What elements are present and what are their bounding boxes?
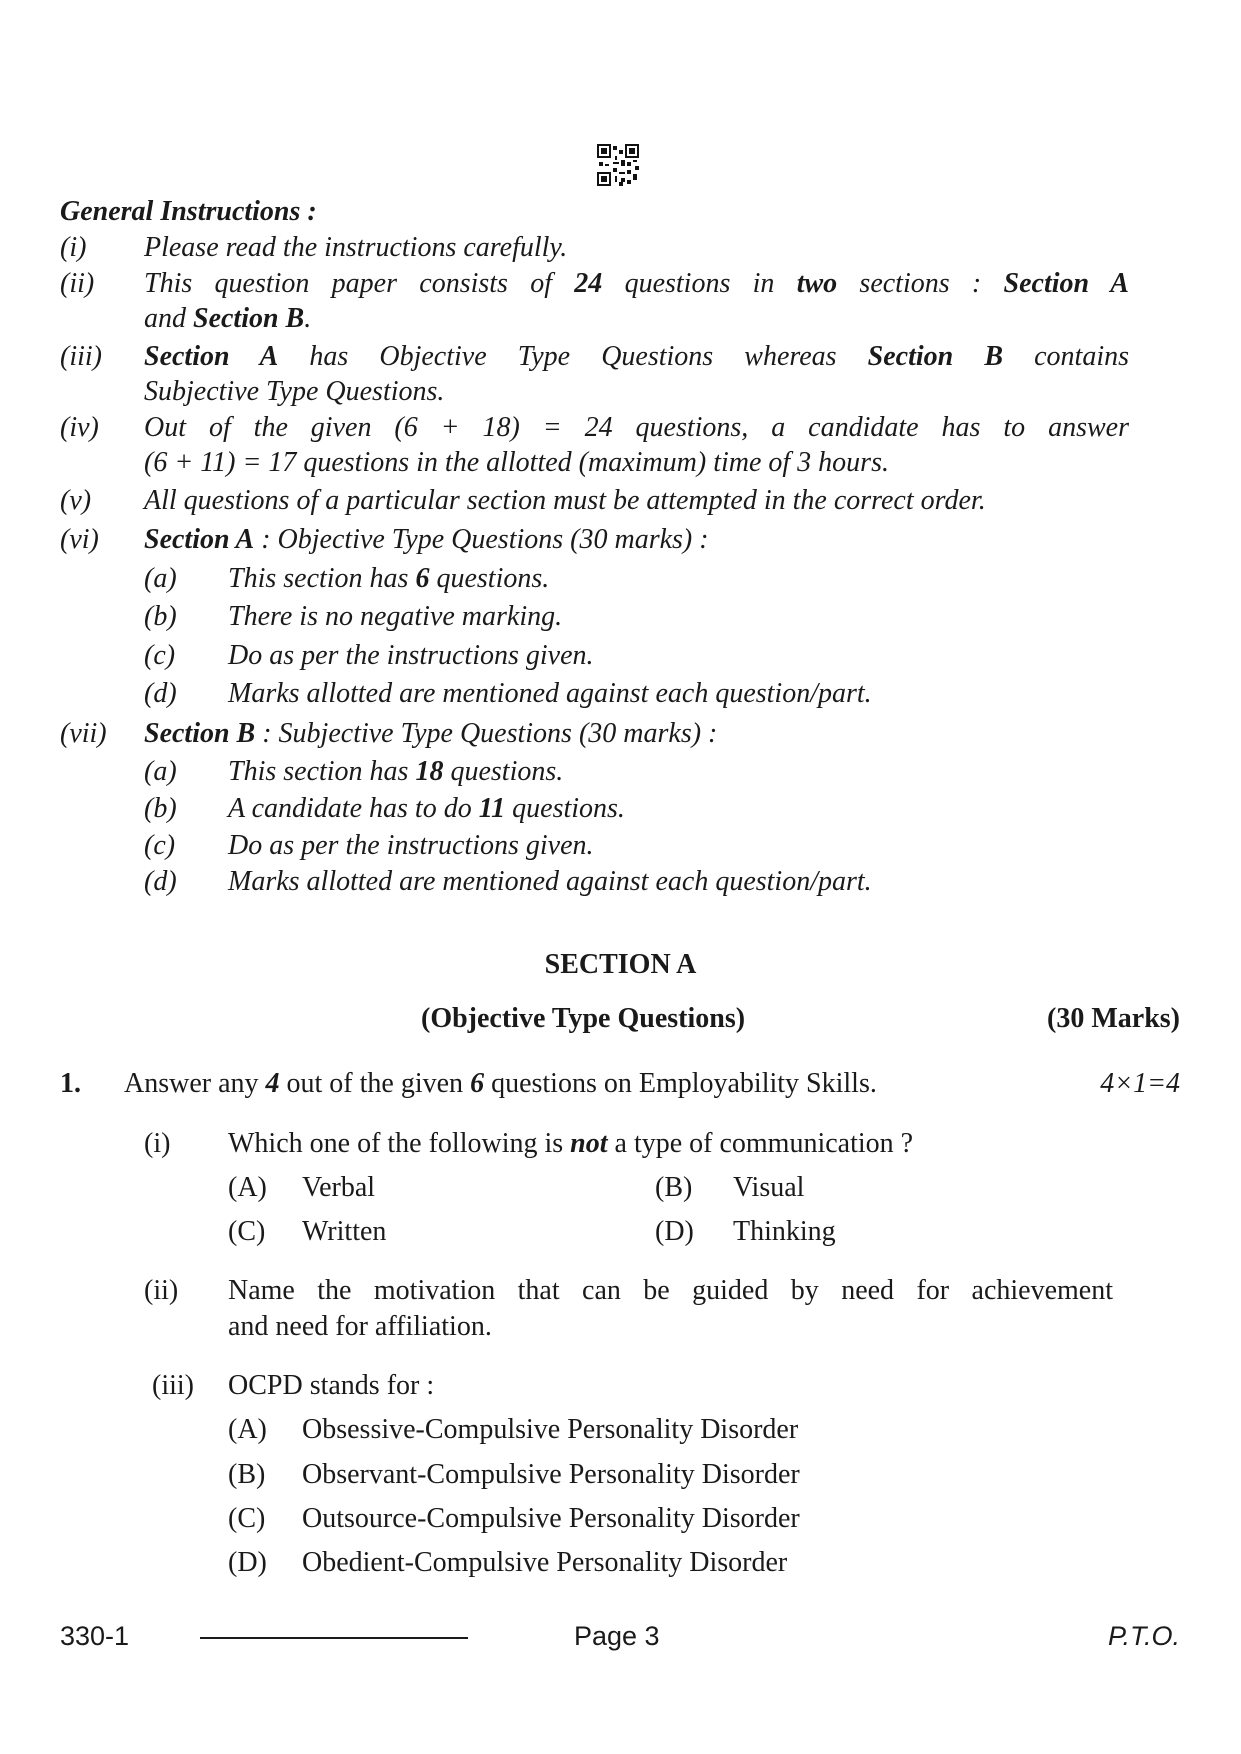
option-label: (D)	[655, 1216, 694, 1247]
instruction-text: All questions of a particular section must be attempted in the correct order.	[144, 485, 986, 516]
instruction-number: (vi)	[60, 524, 99, 555]
general-instructions-title: General Instructions :	[60, 196, 317, 227]
option-label: (D)	[228, 1547, 267, 1578]
instruction-text: Section B : Subjective Type Questions (30 marks) :	[144, 718, 718, 749]
option-label: (A)	[228, 1414, 267, 1445]
sub-question-text: Which one of the following is not a type of communication ?	[228, 1128, 914, 1159]
sub-instruction-number: (c)	[144, 830, 176, 861]
sub-instruction-text: Marks allotted are mentioned against each question/part.	[228, 866, 872, 897]
sub-instruction-number: (a)	[144, 756, 177, 787]
instruction-number: (ii)	[60, 268, 95, 299]
option-text: Visual	[733, 1172, 805, 1203]
sub-question-text: Name the motivation that can be guided by need for achievement	[228, 1275, 1113, 1306]
sub-question-number: (iii)	[152, 1370, 194, 1401]
option-text: Written	[302, 1216, 387, 1247]
instruction-number: (vii)	[60, 718, 107, 749]
option-text: Observant-Compulsive Personality Disorder	[302, 1459, 800, 1490]
instruction-text: Please read the instructions carefully.	[144, 232, 568, 263]
option-label: (C)	[228, 1216, 266, 1247]
sub-instruction-text: There is no negative marking.	[228, 601, 563, 632]
option-text: Verbal	[302, 1172, 376, 1203]
instruction-text: Section A : Objective Type Questions (30 marks) :	[144, 524, 709, 555]
sub-question-number: (ii)	[144, 1275, 179, 1306]
sub-question-number: (i)	[144, 1128, 171, 1159]
sub-instruction-text: A candidate has to do 11 questions.	[228, 793, 625, 824]
question-text: Answer any 4 out of the given 6 questions on Employability Skills.	[124, 1068, 877, 1099]
sub-instruction-text: This section has 18 questions.	[228, 756, 564, 787]
instruction-number: (v)	[60, 485, 92, 516]
instruction-text: This question paper consists of 24 questions in two sections : Section A	[144, 268, 1129, 299]
sub-question-text-continued: and need for affiliation.	[228, 1311, 492, 1342]
option-text: Obedient-Compulsive Personality Disorder	[302, 1547, 788, 1578]
section-heading: SECTION A	[544, 949, 697, 980]
footer-divider	[200, 1637, 468, 1639]
paper-code: 330-1	[60, 1621, 130, 1651]
page-number: Page 3	[574, 1621, 660, 1651]
option-label: (C)	[228, 1503, 266, 1534]
sub-instruction-number: (d)	[144, 678, 177, 709]
question-marks: 4×1=4	[1100, 1068, 1180, 1099]
sub-instruction-text: Marks allotted are mentioned against each question/part.	[228, 678, 872, 709]
instruction-text-continued: (6 + 11) = 17 questions in the allotted (maximum) time of 3 hours.	[144, 447, 889, 478]
option-label: (B)	[228, 1459, 266, 1490]
option-text: Outsource-Compulsive Personality Disorder	[302, 1503, 800, 1534]
sub-instruction-text: Do as per the instructions given.	[228, 830, 594, 861]
instruction-text: Out of the given (6 + 18) = 24 questions, a candidate has to answer	[144, 412, 1129, 443]
section-subheading: (Objective Type Questions)	[421, 1003, 746, 1034]
sub-instruction-number: (a)	[144, 563, 177, 594]
option-label: (A)	[228, 1172, 267, 1203]
option-text: Thinking	[733, 1216, 836, 1247]
sub-instruction-text: This section has 6 questions.	[228, 563, 550, 594]
section-marks: (30 Marks)	[1047, 1003, 1180, 1034]
sub-instruction-number: (b)	[144, 793, 177, 824]
sub-instruction-number: (c)	[144, 640, 176, 671]
instruction-text-continued: and Section B.	[144, 303, 312, 334]
sub-instruction-text: Do as per the instructions given.	[228, 640, 594, 671]
instruction-text-continued: Subjective Type Questions.	[144, 376, 445, 407]
instruction-number: (iv)	[60, 412, 99, 443]
instruction-number: (i)	[60, 232, 87, 263]
instruction-text: Section A has Objective Type Questions whereas Section B contains	[144, 341, 1129, 372]
sub-question-text: OCPD stands for :	[228, 1370, 435, 1401]
option-label: (B)	[655, 1172, 693, 1203]
sub-instruction-number: (d)	[144, 866, 177, 897]
sub-instruction-number: (b)	[144, 601, 177, 632]
instruction-number: (iii)	[60, 341, 102, 372]
qr-code	[597, 144, 639, 186]
option-text: Obsessive-Compulsive Personality Disorder	[302, 1414, 799, 1445]
question-number: 1.	[60, 1068, 81, 1099]
pto-label: P.T.O.	[1107, 1621, 1180, 1651]
